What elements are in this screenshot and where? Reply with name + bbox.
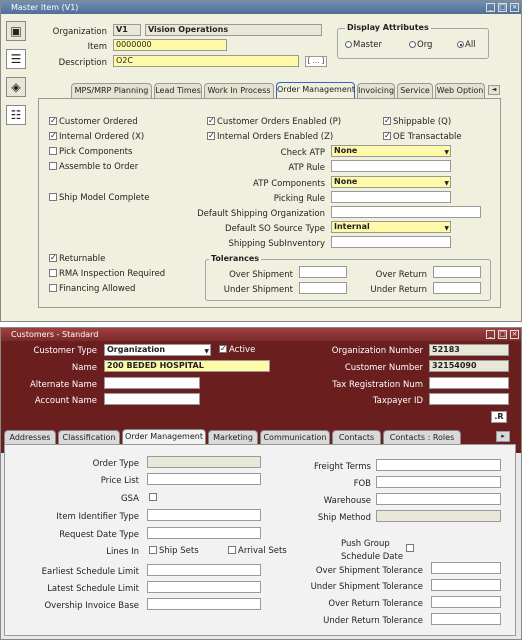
chevron-down-icon: ▼ (444, 149, 449, 156)
under-return-tolerance-field[interactable] (431, 613, 501, 625)
shippable-checkbox[interactable]: ✓ (384, 116, 391, 125)
latest-schedule-limit-label: Latest Schedule Limit (47, 584, 139, 594)
item-label: Item (87, 42, 107, 52)
under-shipment-tolerance-label: Under Shipment Tolerance (310, 582, 423, 592)
r-button[interactable]: .R (491, 411, 507, 423)
ship-model-complete-checkbox[interactable] (49, 193, 57, 201)
oe-transactable-checkbox[interactable]: ✓ (384, 131, 391, 140)
latest-schedule-limit-field[interactable] (147, 581, 261, 593)
tab-work-in-process[interactable]: Work In Process (204, 83, 274, 98)
radio-all[interactable] (457, 41, 464, 48)
overship-invoice-base-label: Overship Invoice Base (44, 601, 139, 611)
item-identifier-type-label: Item Identifier Type (56, 512, 139, 522)
org-number-label: Organization Number (331, 346, 423, 356)
org-name-field[interactable]: Vision Operations (145, 24, 322, 36)
taxpayer-id-field[interactable] (429, 393, 509, 405)
under-return-label: Under Return (370, 285, 427, 295)
over-return-field[interactable] (433, 266, 481, 278)
order-type-field[interactable] (147, 456, 261, 468)
price-list-field[interactable] (147, 473, 261, 485)
chevron-down-icon: ▼ (444, 225, 449, 232)
arrival-sets-checkbox[interactable] (228, 546, 236, 554)
master-item-titlebar (1, 1, 521, 14)
over-return-tolerance-field[interactable] (431, 596, 501, 608)
pick-components-checkbox[interactable] (49, 147, 57, 155)
earliest-schedule-limit-label: Earliest Schedule Limit (41, 567, 139, 577)
overship-invoice-base-field[interactable] (147, 598, 261, 610)
ship-sets-checkbox[interactable] (149, 546, 157, 554)
internal-orders-enabled-label: Internal Orders Enabled (Z) (217, 132, 334, 142)
over-shipment-tolerance-label: Over Shipment Tolerance (315, 566, 423, 576)
tax-reg-field[interactable] (429, 377, 509, 389)
tab-classification[interactable]: Classification (58, 430, 120, 444)
customer-number-label: Customer Number (344, 363, 423, 373)
push-group-label: Push Group (341, 539, 390, 549)
close-button[interactable]: × (511, 3, 518, 11)
radio-master[interactable] (345, 41, 352, 48)
document-icon[interactable]: ☰ (6, 49, 26, 69)
lines-in-label: Lines In (106, 547, 139, 557)
item-identifier-type-field[interactable] (147, 509, 261, 521)
financing-allowed-checkbox[interactable] (49, 284, 57, 292)
arrival-sets-label: Arrival Sets (238, 546, 287, 556)
org-code-field[interactable]: V1 (113, 24, 141, 36)
atp-rule-field[interactable] (331, 160, 451, 172)
ship-method-label: Ship Method (317, 513, 371, 523)
tax-reg-label: Tax Registration Num (332, 380, 423, 390)
picking-rule-label: Picking Rule (273, 194, 325, 204)
chevron-down-icon: ▼ (204, 348, 209, 355)
radio-all-label: All (465, 40, 476, 50)
check-atp-field[interactable] (331, 145, 451, 157)
name-field[interactable]: 200 BEDED HOSPITAL (104, 360, 270, 372)
over-shipment-label: Over Shipment (229, 270, 293, 280)
tab-order-management[interactable]: Order Management (122, 429, 206, 444)
list-icon[interactable]: ☷ (6, 105, 26, 125)
under-shipment-field[interactable] (299, 282, 347, 294)
maximize-button[interactable]: □ (499, 3, 506, 11)
internal-ordered-label: Internal Ordered (X) (59, 132, 145, 142)
picking-rule-field[interactable] (331, 191, 451, 203)
price-list-label: Price List (100, 476, 139, 486)
request-date-type-field[interactable] (147, 527, 261, 539)
active-checkbox[interactable]: ✓ (220, 344, 227, 353)
check-atp-label: Check ATP (280, 148, 325, 158)
customer-orders-enabled-label: Customer Orders Enabled (P) (217, 117, 342, 127)
shipping-subinventory-field[interactable] (331, 236, 451, 248)
item-icon[interactable]: ▣ (6, 21, 26, 41)
tab-service[interactable]: Service (397, 83, 433, 98)
over-shipment-tolerance-field[interactable] (431, 562, 501, 574)
warehouse-field[interactable] (376, 493, 501, 505)
fob-field[interactable] (376, 476, 501, 488)
customer-ordered-label: Customer Ordered (59, 117, 138, 127)
window-title: Customers - Standard (11, 330, 99, 339)
close-button[interactable]: × (511, 330, 518, 338)
default-so-source-value: Internal (334, 222, 370, 231)
tab-invoicing[interactable]: Invoicing (357, 83, 395, 98)
rma-inspection-label: RMA Inspection Required (59, 269, 166, 279)
chevron-down-icon: ▼ (444, 180, 449, 187)
tab-order-management[interactable]: Order Management (276, 82, 355, 98)
default-so-source-field[interactable] (331, 221, 451, 233)
shipping-subinventory-label: Shipping SubInventory (228, 239, 325, 249)
tab-scroll-button[interactable]: ◄ (488, 85, 500, 95)
freight-terms-label: Freight Terms (313, 462, 371, 472)
freight-terms-field[interactable] (376, 459, 501, 471)
taxpayer-id-label: Taxpayer ID (372, 396, 423, 406)
customer-header (1, 341, 521, 453)
gsa-checkbox[interactable] (149, 493, 157, 501)
under-return-tolerance-label: Under Return Tolerance (323, 616, 423, 626)
shippable-label: Shippable (Q) (393, 117, 452, 127)
alternate-name-field[interactable] (104, 377, 200, 389)
tab-lead-times[interactable]: Lead Times (154, 83, 202, 98)
customers-window (0, 327, 522, 640)
under-return-field[interactable] (433, 282, 481, 294)
returnable-checkbox[interactable]: ✓ (50, 253, 57, 262)
description-label: Description (58, 58, 107, 68)
atp-components-field[interactable] (331, 176, 451, 188)
over-shipment-field[interactable] (299, 266, 347, 278)
display-attributes-title: Display Attributes (347, 23, 429, 32)
gsa-label: GSA (121, 494, 139, 504)
atp-rule-label: ATP Rule (288, 163, 325, 173)
atp-components-value: None (334, 177, 358, 186)
earliest-schedule-limit-field[interactable] (147, 564, 261, 576)
push-group-schedule-date-checkbox[interactable] (406, 544, 414, 552)
warehouse-label: Warehouse (323, 496, 371, 506)
minimize-button[interactable]: _ (486, 330, 495, 339)
maximize-button[interactable]: □ (499, 330, 506, 338)
organization-label: Organization (52, 27, 107, 37)
customer-type-label: Customer Type (33, 346, 97, 356)
over-return-label: Over Return (375, 270, 427, 280)
default-so-source-label: Default SO Source Type (225, 224, 325, 234)
ship-model-complete-label: Ship Model Complete (59, 193, 150, 203)
tolerances-title: Tolerances (211, 254, 260, 263)
radio-master-label: Master (353, 40, 383, 50)
item-field[interactable]: 0000000 (113, 39, 227, 51)
tab-contacts[interactable]: Contacts (332, 430, 381, 444)
cube-icon[interactable]: ◈ (6, 77, 26, 97)
order-type-label: Order Type (92, 459, 139, 469)
customers-titlebar (1, 328, 521, 341)
default-shipping-org-label: Default Shipping Organization (197, 209, 325, 219)
over-return-tolerance-label: Over Return Tolerance (328, 599, 423, 609)
fob-label: FOB (353, 479, 371, 489)
tab-marketing[interactable]: Marketing (208, 430, 258, 444)
more-button[interactable]: [ ... ] (305, 56, 327, 67)
request-date-type-label: Request Date Type (59, 530, 139, 540)
atp-components-label: ATP Components (253, 179, 325, 189)
pick-components-label: Pick Components (59, 147, 133, 157)
ship-method-field[interactable] (376, 510, 501, 522)
tab-scroll-button[interactable]: ▸ (496, 431, 510, 442)
radio-org[interactable] (409, 41, 416, 48)
default-shipping-org-field[interactable] (331, 206, 481, 218)
active-label: Active (229, 345, 256, 355)
under-shipment-label: Under Shipment (223, 285, 293, 295)
ship-sets-label: Ship Sets (159, 546, 199, 556)
window-title: Master Item (V1) (11, 3, 79, 12)
name-label: Name (71, 363, 97, 373)
oe-transactable-label: OE Transactable (393, 132, 462, 142)
tab-web-option[interactable]: Web Option (435, 83, 485, 98)
tab-contacts-roles[interactable]: Contacts : Roles (383, 430, 461, 444)
assemble-to-order-label: Assemble to Order (59, 162, 139, 172)
description-field[interactable]: O2C (113, 55, 299, 67)
customer-type-value: Organization (107, 345, 166, 354)
internal-ordered-checkbox[interactable]: ✓ (50, 131, 57, 140)
schedule-date-label: Schedule Date (341, 552, 404, 562)
rma-inspection-checkbox[interactable] (49, 269, 57, 277)
check-atp-value: None (334, 146, 358, 155)
customer-ordered-checkbox[interactable]: ✓ (50, 116, 57, 125)
account-name-label: Account Name (34, 396, 97, 406)
org-number-field[interactable]: 52183 (429, 344, 509, 356)
returnable-label: Returnable (59, 254, 106, 264)
financing-allowed-label: Financing Allowed (59, 284, 136, 294)
under-shipment-tolerance-field[interactable] (431, 579, 501, 591)
minimize-button[interactable]: _ (486, 3, 495, 12)
assemble-to-order-checkbox[interactable] (49, 162, 57, 170)
account-name-field[interactable] (104, 393, 200, 405)
customer-type-field[interactable] (104, 344, 211, 356)
customer-number-field[interactable]: 32154090 (429, 360, 509, 372)
tab-addresses[interactable]: Addresses (4, 430, 56, 444)
alternate-name-label: Alternate Name (29, 380, 97, 390)
internal-orders-enabled-checkbox[interactable]: ✓ (208, 131, 215, 140)
radio-org-label: Org (417, 40, 433, 50)
tab-communication[interactable]: Communication (260, 430, 330, 444)
customer-orders-enabled-checkbox[interactable]: ✓ (208, 116, 215, 125)
tab-mps-mrp[interactable]: MPS/MRP Planning (71, 83, 152, 98)
